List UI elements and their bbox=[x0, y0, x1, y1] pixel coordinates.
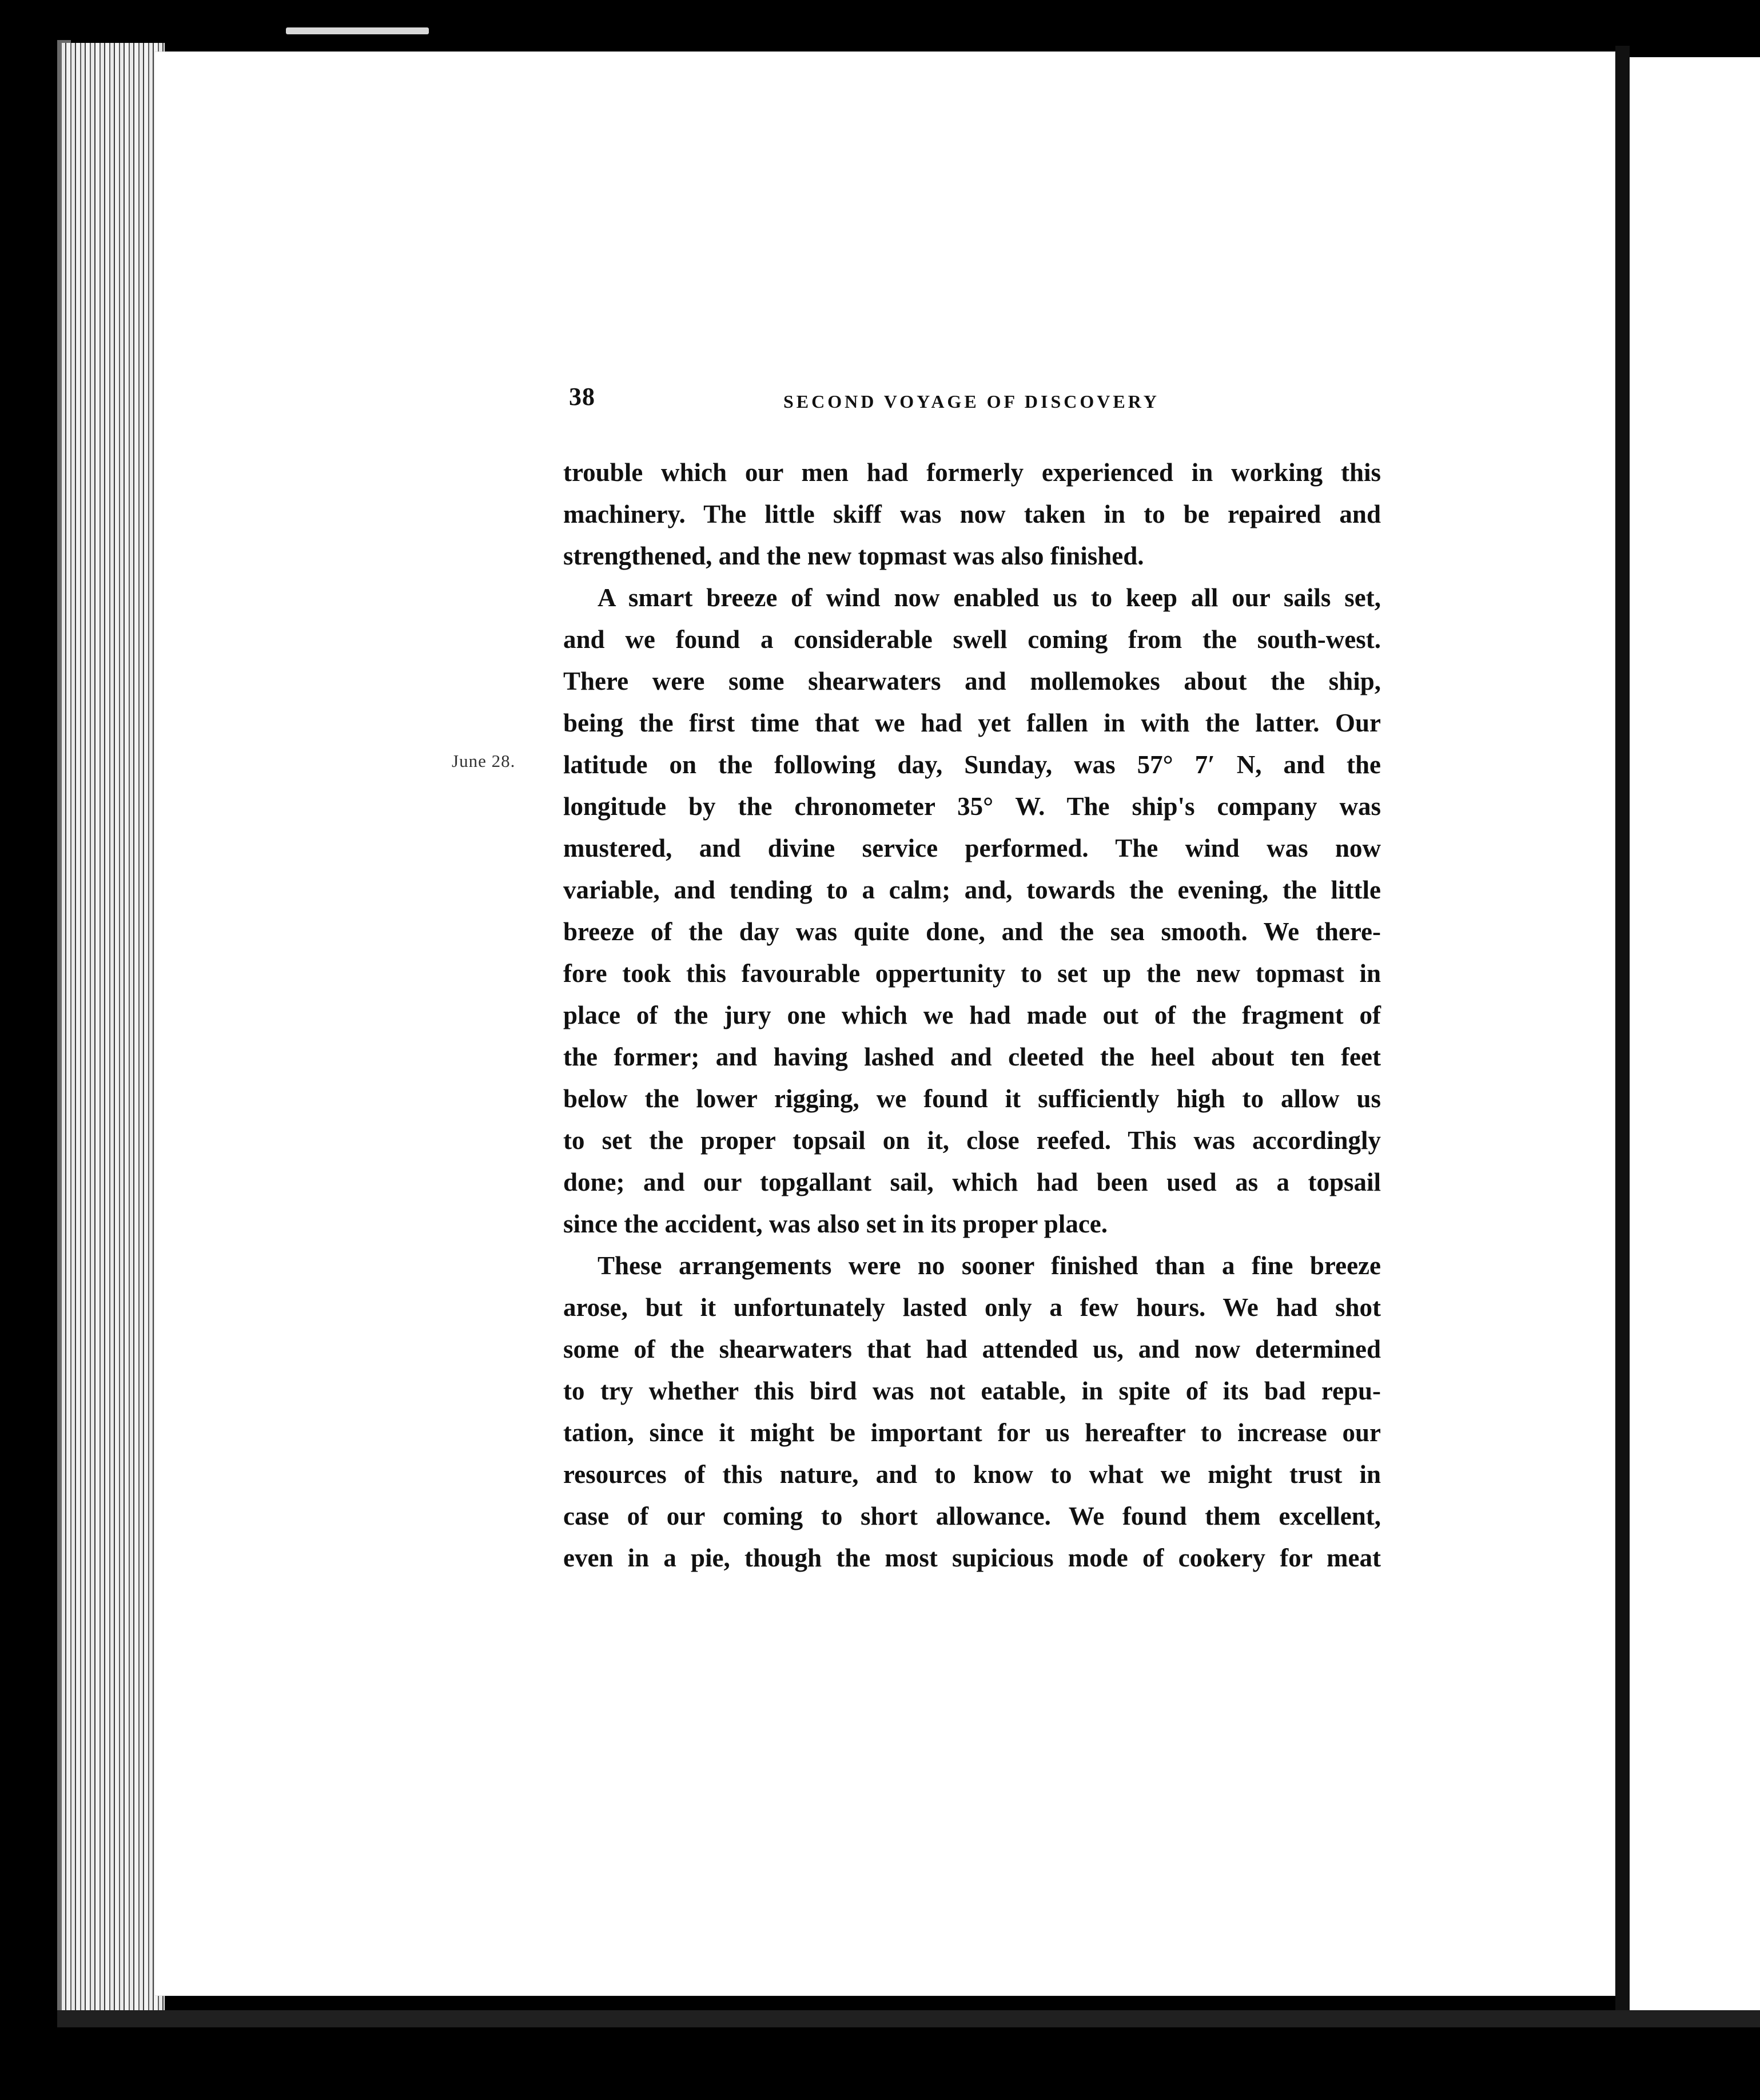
running-head: SECOND VOYAGE OF DISCOVERY bbox=[783, 391, 1160, 412]
text-line: place of the jury one which we had made out of the fragment of bbox=[563, 1001, 1381, 1029]
text-line: and we found a considerable swell coming from the south-west. bbox=[563, 625, 1381, 654]
text-line: machinery. The little skiff was now taken in to be repaired and bbox=[563, 500, 1381, 528]
body-text bbox=[563, 452, 1381, 1579]
text-line: latitude on the following day, Sunday, was 57° 7′ N, and the bbox=[563, 750, 1381, 779]
text-line: strengthened, and the new topmast was also finished. bbox=[563, 542, 1144, 570]
text-line: variable, and tending to a calm; and, towards the evening, the little bbox=[563, 876, 1381, 904]
text-line: longitude by the chronometer 35° W. The ship's company was bbox=[563, 792, 1381, 821]
text-line: resources of this nature, and to know to what we might trust in bbox=[563, 1460, 1381, 1489]
facing-page-edge bbox=[1630, 57, 1760, 2013]
gutter-shadow bbox=[1615, 46, 1630, 2013]
text-line: to set the proper topsail on it, close reefed. This was accordingly bbox=[563, 1126, 1381, 1155]
text-line: breeze of the day was quite done, and the sea smooth. We there- bbox=[563, 917, 1381, 946]
text-line: even in a pie, though the most supicious mode of cookery for meat bbox=[563, 1544, 1381, 1572]
text-line: being the first time that we had yet fallen in with the latter. Our bbox=[563, 709, 1381, 737]
text-line: case of our coming to short allowance. We found them excellent, bbox=[563, 1502, 1381, 1530]
text-line: trouble which our men had formerly experienced in working this bbox=[563, 458, 1381, 487]
text-line: These arrangements were no sooner finished than a fine breeze bbox=[598, 1251, 1381, 1280]
page-edges bbox=[62, 43, 165, 2010]
text-line: mustered, and divine service performed. The wind was now bbox=[563, 834, 1381, 862]
text-line: below the lower rigging, we found it sufficiently high to allow us bbox=[563, 1084, 1381, 1113]
bottom-edge bbox=[57, 2010, 1760, 2027]
text-line: There were some shearwaters and mollemokes about the ship, bbox=[563, 667, 1381, 695]
paper-scrap bbox=[286, 27, 429, 34]
text-line: A smart breeze of wind now enabled us to keep all our sails set, bbox=[598, 583, 1381, 612]
text-line: arose, but it unfortunately lasted only a few hours. We had shot bbox=[563, 1293, 1381, 1322]
text-line: fore took this favourable oppertunity to set up the new topmast in bbox=[563, 959, 1381, 988]
text-line: tation, since it might be important for us hereafter to increase our bbox=[563, 1418, 1381, 1447]
text-line: done; and our topgallant sail, which had been used as a topsail bbox=[563, 1168, 1381, 1196]
text-line: since the accident, was also set in its proper place. bbox=[563, 1210, 1108, 1238]
text-line: some of the shearwaters that had attended us, and now determined bbox=[563, 1335, 1381, 1363]
page-number: 38 bbox=[569, 383, 595, 411]
text-line: the former; and having lashed and cleeted the heel about ten feet bbox=[563, 1043, 1381, 1071]
margin-date-note: June 28. bbox=[452, 751, 516, 771]
text-line: to try whether this bird was not eatable, in spite of its bad repu- bbox=[563, 1377, 1381, 1405]
